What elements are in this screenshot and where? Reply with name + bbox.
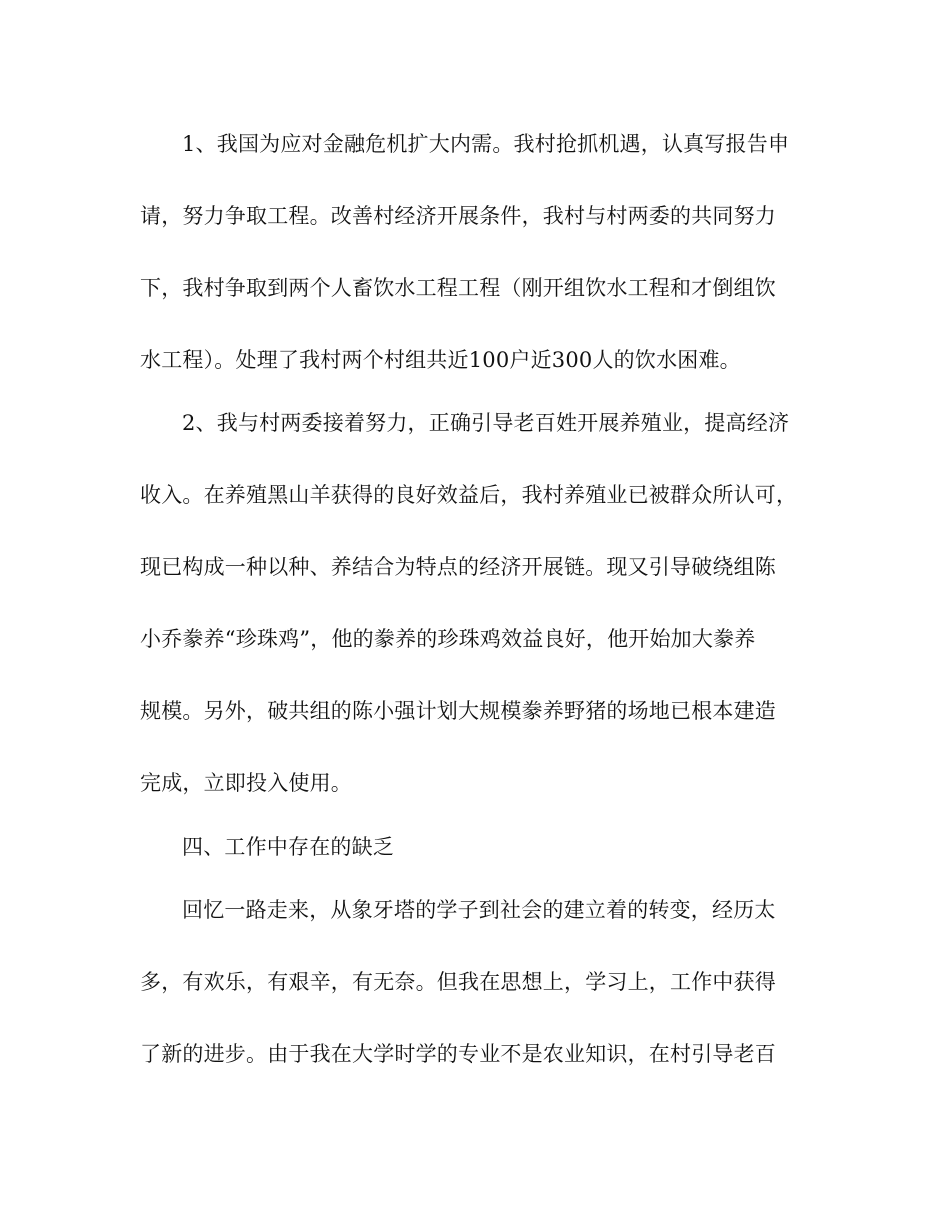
paragraph-1-line-2: 请，努力争取工程。改善村经济开展条件，我村与村两委的共同努力: [140, 204, 776, 228]
paragraph-2-line-6: 完成，立即投入使用。: [140, 771, 352, 795]
paragraph-2-line-4: 小乔豢养“珍珠鸡”，他的豢养的珍珠鸡效益良好，他开始加大豢养: [140, 627, 756, 651]
paragraph-1-line-3: 下，我村争取到两个人畜饮水工程工程（刚开组饮水工程和才倒组饮: [140, 276, 776, 300]
paragraph-2-line-3: 现已构成一种以种、养结合为特点的经济开展链。现又引导破绕组陈: [140, 555, 776, 579]
paragraph-2-line-5: 规模。另外，破共组的陈小强计划大规模豢养野猪的场地已根本建造: [140, 699, 776, 723]
paragraph-3-line-3: 了新的进步。由于我在大学时学的专业不是农业知识，在村引导老百: [140, 1042, 776, 1066]
paragraph-3-line-1: 回忆一路走来，从象牙塔的学子到社会的建立着的转变，经历太: [182, 898, 776, 922]
paragraph-1-line-1: 1、我国为应对金融危机扩大内需。我村抢抓机遇，认真写报告申: [182, 132, 790, 156]
paragraph-2-line-2: 收入。在养殖黑山羊获得的良好效益后，我村养殖业已被群众所认可，: [140, 483, 798, 507]
paragraph-1-line-4: 水工程）。处理了我村两个村组共近100户近300人的饮水困难。: [140, 348, 741, 372]
paragraph-2-line-1: 2、我与村两委接着努力，正确引导老百姓开展养殖业，提高经济: [182, 411, 790, 435]
paragraph-3-line-2: 多，有欢乐，有艰辛，有无奈。但我在思想上，学习上，工作中获得: [140, 970, 776, 994]
section-heading: 四、工作中存在的缺乏: [182, 835, 394, 859]
